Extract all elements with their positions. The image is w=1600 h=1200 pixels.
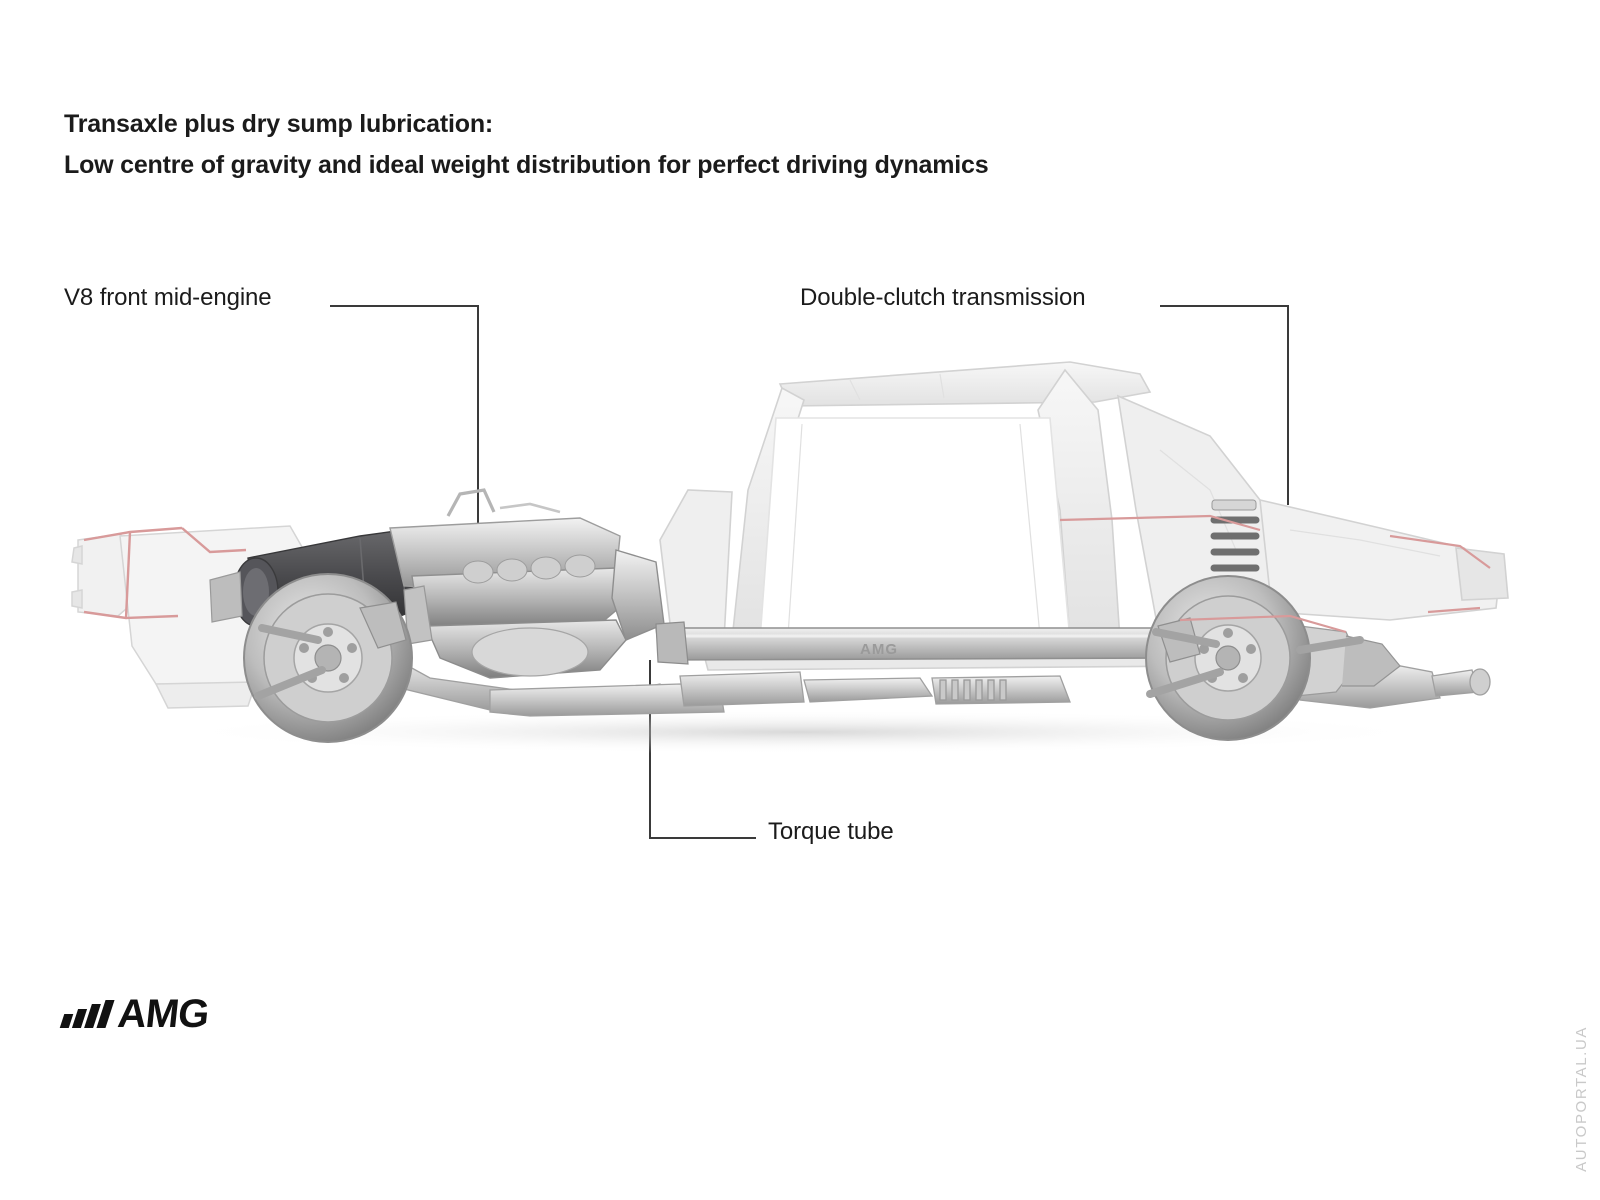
amg-logo bbox=[62, 992, 282, 1036]
rear-brake-assembly bbox=[1146, 576, 1310, 740]
svg-text:AMG: AMG bbox=[860, 641, 898, 658]
callout-label-torque-tube: Torque tube bbox=[768, 818, 894, 845]
amg-slash-bars-icon bbox=[62, 1000, 114, 1028]
front-brake-assembly bbox=[244, 574, 412, 742]
vehicle-chassis-cutaway-illustration bbox=[60, 340, 1510, 770]
callout-label-double-clutch-transmission: Double-clutch transmission bbox=[800, 284, 1086, 311]
callout-label-v8-front-mid-engine: V8 front mid-engine bbox=[64, 284, 272, 311]
watermark: AUTOPORTAL.UA bbox=[1573, 1026, 1590, 1172]
torque-tube bbox=[656, 622, 1180, 664]
page-title bbox=[64, 104, 1264, 185]
v8-engine-block bbox=[390, 490, 664, 678]
amg-wordmark: AMG bbox=[115, 992, 211, 1036]
headline-line-1: Transaxle plus dry sump lubrication: bbox=[64, 110, 494, 138]
headline-line-2: Low centre of gravity and ideal weight distribution for perfect driving dynamics bbox=[64, 150, 989, 179]
